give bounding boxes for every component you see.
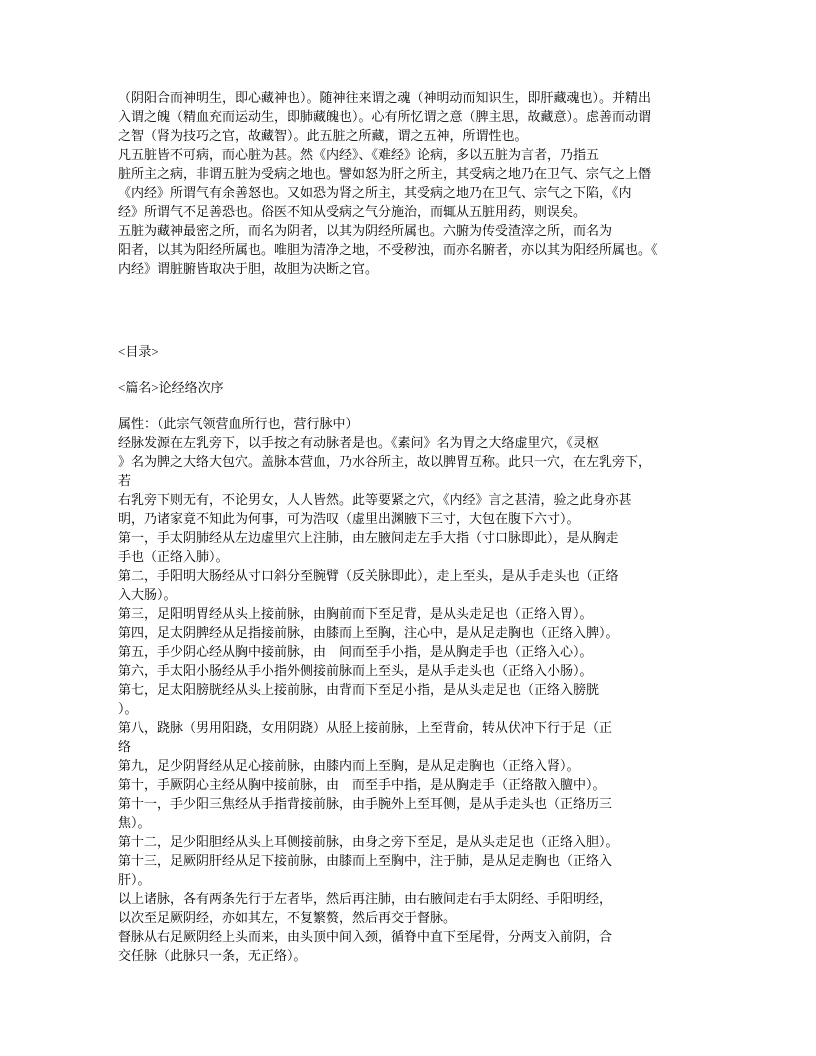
text-line: 督脉从右足厥阴经上头而来，由头顶中间入颈，循脊中直下至尾骨，分两支入前阴，合 — [118, 929, 613, 944]
text-line: 入大肠）。 — [118, 587, 177, 602]
text-line: 肝）。 — [118, 872, 151, 887]
text-line: 五脏为藏神最密之所，而名为阴者，以其为阴经所属也。六腑为传受渣滓之所，而名为 — [118, 223, 613, 238]
text-line: 第十一，手少阳三焦经从手指背接前脉，由手腕外上至耳侧，是从手走头也（正络历三 — [118, 796, 613, 811]
text-line: 第七，足太阳膀胱经从头上接前脉，由背而下至足小指，是从头走足也（正络入膀胱 — [118, 682, 600, 697]
document-page — [118, 88, 718, 965]
text-line: 》名为脾之大络大包穴。盖脉本营血，乃水谷所主，故以脾胃互称。此只一穴，在左乳旁下， — [118, 454, 652, 469]
text-line: 第二，手阳明大肠经从寸口斜分至腕臂（反关脉即此），走上至头，是从手走头也（正络 — [118, 568, 619, 583]
paragraph-five-spirits — [118, 88, 718, 278]
text-line: 第十二，足少阳胆经从头上耳侧接前脉，由身之旁下至足，是从头走足也（正络入胆）。 — [118, 834, 619, 849]
text-line: 焦）。 — [118, 815, 151, 830]
text-line: 第三，足阳明胃经从头上接前脉，由胸前而下至足背，是从头走足也（正络入胃）。 — [118, 606, 593, 621]
text-line: （阴阳合而神明生，即心藏神也）。随神往来谓之魂（神明动而知识生，即肝藏魂也）。并精出 — [118, 90, 652, 105]
text-line: ）。 — [118, 701, 138, 716]
text-line: 第五，手少阴心经从胸中接前脉，由 间而至手小指，是从胸走手也（正络入心）。 — [118, 644, 593, 659]
text-line: 凡五脏皆不可病，而心脏为甚。然《内经》、《难经》论病，多以五脏为言者，乃指五 — [118, 147, 600, 162]
text-line: 交任脉（此脉只一条，无正络）。 — [118, 948, 307, 963]
text-line: 第九，足少阴肾经从足心接前脉，由膝内而上至胸，是从足走胸也（正络入肾）。 — [118, 758, 580, 773]
text-line: 阳者，以其为阳经所属也。唯胆为清净之地，不受秽浊，而亦名腑者，亦以其为阳经所属也。《 — [118, 242, 658, 257]
text-line: 第四，足太阴脾经从足指接前脉，由膝而上至胸，注心中，是从足走胸也（正络入脾）。 — [118, 625, 619, 640]
text-line: 《内经》所谓气有余善怒也。又如恐为肾之所主，其受病之地乃在卫气、宗气之下陷，《内 — [118, 185, 632, 200]
text-line: 入谓之魄（精血充而运动生，即肺藏魄也）。心有所忆谓之意（脾主思，故藏意）。虑善而动谓 — [118, 109, 652, 124]
text-line: 手也（正络入肺）。 — [118, 549, 229, 564]
text-line: 第一，手太阴肺经从左边虚里穴上注肺，由左腋间走左手大指（寸口脉即此），是从胸走 — [118, 530, 619, 545]
text-line: 脏所主之病，非谓五脏为受病之地也。譬如怒为肝之所主，其受病之地乃在卫气、宗气之上僭 — [118, 166, 652, 181]
section-marker-mulu — [118, 342, 718, 361]
text-line: 明，乃诸家竟不知此为何事，可为浩叹（虚里出渊腋下三寸，大包在腹下六寸）。 — [118, 511, 580, 526]
text-line: 第六，手太阳小肠经从手小指外侧接前脉而上至头，是从手走头也（正络入小肠）。 — [118, 663, 593, 678]
text-line: 之智（肾为技巧之官，故藏智）。此五脏之所藏，谓之五神，所谓性也。 — [118, 128, 528, 143]
text-line: <篇名>论经络次序 — [118, 380, 224, 395]
text-line: 第八，跷脉（男用阳跷，女用阴跷）从胫上接前脉，上至背俞，转从伏冲下行于足（正 — [118, 720, 613, 735]
paragraph-meridian-order — [118, 414, 718, 965]
text-line: 内经》谓脏腑皆取决于胆，故胆为决断之官。 — [118, 261, 379, 276]
text-line: 以次至足厥阴经，亦如其左，不复繁赘，然后再交于督脉。 — [118, 910, 457, 925]
text-line: 右乳旁下则无有，不论男女，人人皆然。此等要紧之穴，《内经》言之甚清，验之此身亦甚 — [118, 492, 632, 507]
text-line: 经脉发源在左乳旁下，以手按之有动脉者是也。《素问》名为胃之大络虚里穴，《灵枢 — [118, 435, 600, 450]
text-line: 经》所谓气不足善恐也。俗医不知从受病之气分施治，而辄从五脏用药，则误矣。 — [118, 204, 587, 219]
text-line: 以上诸脉，各有两条先行于左者毕，然后再注肺，由右腋间走右手太阴经、手阳明经， — [118, 891, 613, 906]
text-line: 络 — [118, 739, 132, 754]
text-line: 若 — [118, 473, 132, 488]
section-title-pianming — [118, 378, 718, 397]
text-line: 第十三，足厥阴肝经从足下接前脉，由膝而上至胸中，注于肺，是从足走胸也（正络入 — [118, 853, 613, 868]
text-line: 第十，手厥阴心主经从胸中接前脉，由 而至手中指，是从胸走手（正络散入膻中）。 — [118, 777, 606, 792]
text-line: <目录> — [118, 344, 159, 359]
text-line: 属性：（此宗气领营血所行也，营行脉中） — [118, 416, 359, 431]
